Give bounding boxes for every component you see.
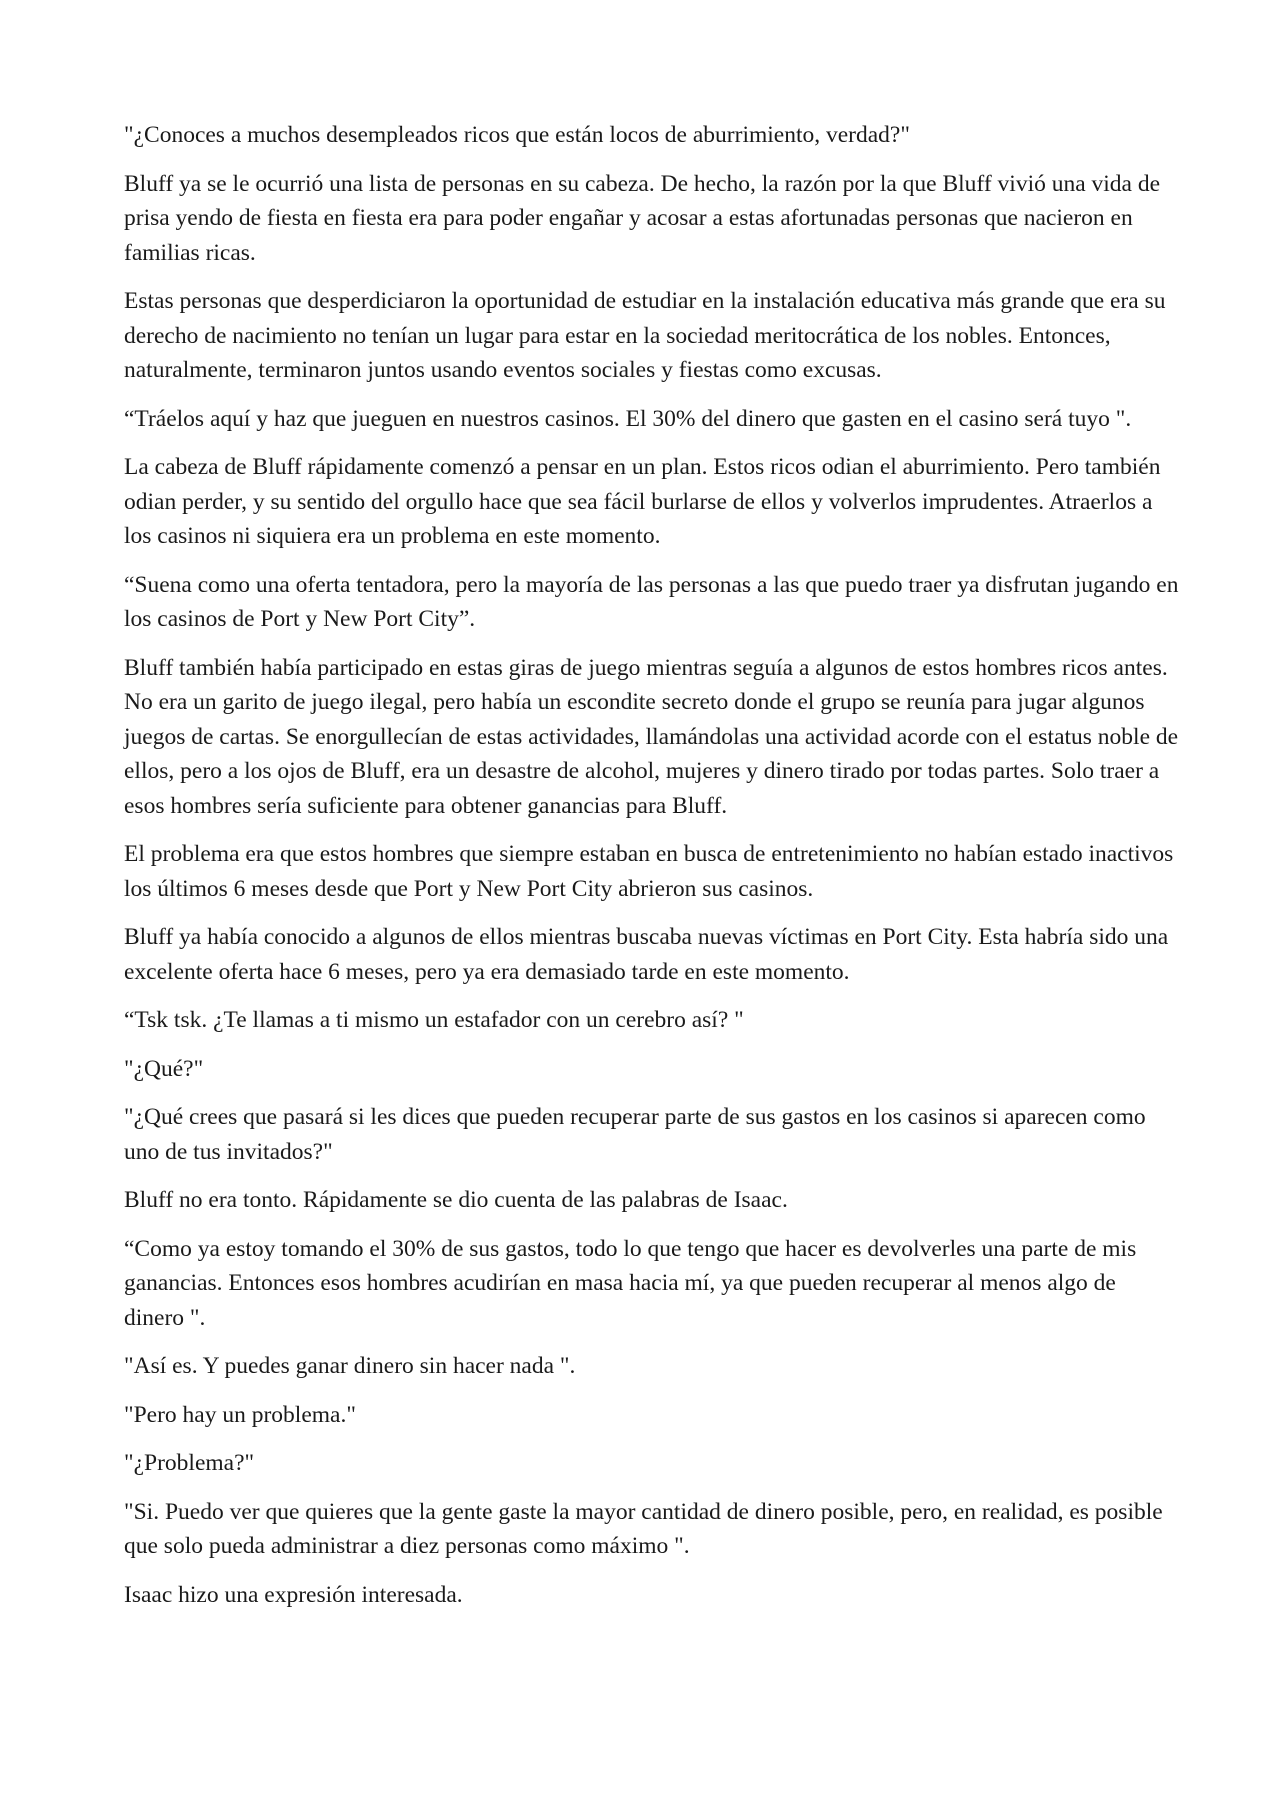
paragraph: "¿Problema?" xyxy=(124,1450,255,1476)
paragraph: “Tráelos aquí y haz que jueguen en nuestros casinos. El 30% del dinero que gasten en el casino será tuyo ". xyxy=(124,405,1132,432)
paragraph: “Tsk tsk. ¿Te llamas a ti mismo un estafador con un cerebro así? " xyxy=(124,1007,744,1033)
paragraph: Bluff no era tonto. Rápidamente se dio cuenta de las palabras de Isaac. xyxy=(124,1187,788,1213)
paragraph: "Si. Puedo ver que quieres que la gente gaste la mayor cantidad de dinero posible, pero, en realidad, es posible que solo pueda administrar a diez personas como máximo ". xyxy=(124,1498,1163,1559)
paragraph: "¿Conoces a muchos desempleados ricos que están locos de aburrimiento, verdad?" xyxy=(124,122,910,148)
paragraph: “Suena como una oferta tentadora, pero la mayoría de las personas a las que puedo traer ya disfrutan jugando en los casinos de Port y New Port City”. xyxy=(124,571,1179,632)
paragraph: "¿Qué?" xyxy=(124,1055,204,1082)
paragraph: "Así es. Y puedes ganar dinero sin hacer nada ". xyxy=(124,1353,576,1379)
paragraph: "¿Qué crees que pasará si les dices que pueden recuperar parte de sus gastos en los casinos si aparecen como uno de tus invitados?" xyxy=(124,1104,1146,1165)
paragraph: Isaac hizo una expresión interesada. xyxy=(124,1581,463,1608)
paragraph: Bluff ya había conocido a algunos de ellos mientras buscaba nuevas víctimas en Port City. Esta habría sido una excelente oferta hace 6 meses, pero ya era demasiado tarde en este momento. xyxy=(124,924,1169,985)
paragraph: Bluff también había participado en estas giras de juego mientras seguía a algunos de estos hombres ricos antes. No era un garito de juego ilegal, pero había un escondite secreto donde el grupo se reunía para jugar algunos juegos de cartas. Se enorgullecían de estas actividades, llamándolas una actividad acorde con el estatus noble de ellos, pero a los ojos de Bluff, era un desastre de alcohol, mujeres y dinero tirado por todas partes. Solo traer a esos hombres sería suficiente para obtener ganancias para Bluff. xyxy=(124,654,1179,819)
document-page xyxy=(124,118,1179,1626)
paragraph: "Pero hay un problema." xyxy=(124,1401,356,1428)
paragraph: Bluff ya se le ocurrió una lista de personas en su cabeza. De hecho, la razón por la que Bluff vivió una vida de prisa yendo de fiesta en fiesta era para poder engañar y acosar a estas afortunadas personas que nacieron en familias ricas. xyxy=(124,170,1161,266)
paragraph: Estas personas que desperdiciaron la oportunidad de estudiar en la instalación educativa más grande que era su derecho de nacimiento no tenían un lugar para estar en la sociedad meritocrática de los nobles. Entonces, naturalmente, terminaron juntos usando eventos sociales y fiestas como excusas. xyxy=(124,288,1166,383)
paragraph: La cabeza de Bluff rápidamente comenzó a pensar en un plan. Estos ricos odian el aburrimiento. Pero también odian perder, y su sentido del orgullo hace que sea fácil burlarse de ellos y volverlos imprudentes. Atraerlos a los casinos ni siquiera era un problema en este momento. xyxy=(124,454,1161,549)
paragraph: “Como ya estoy tomando el 30% de sus gastos, todo lo que tengo que hacer es devolverles una parte de mis ganancias. Entonces esos hombres acudirían en masa hacia mí, ya que pueden recuperar al menos algo de dinero ". xyxy=(124,1235,1137,1331)
paragraph: El problema era que estos hombres que siempre estaban en busca de entretenimiento no habían estado inactivos los últimos 6 meses desde que Port y New Port City abrieron sus casinos. xyxy=(124,841,1174,902)
